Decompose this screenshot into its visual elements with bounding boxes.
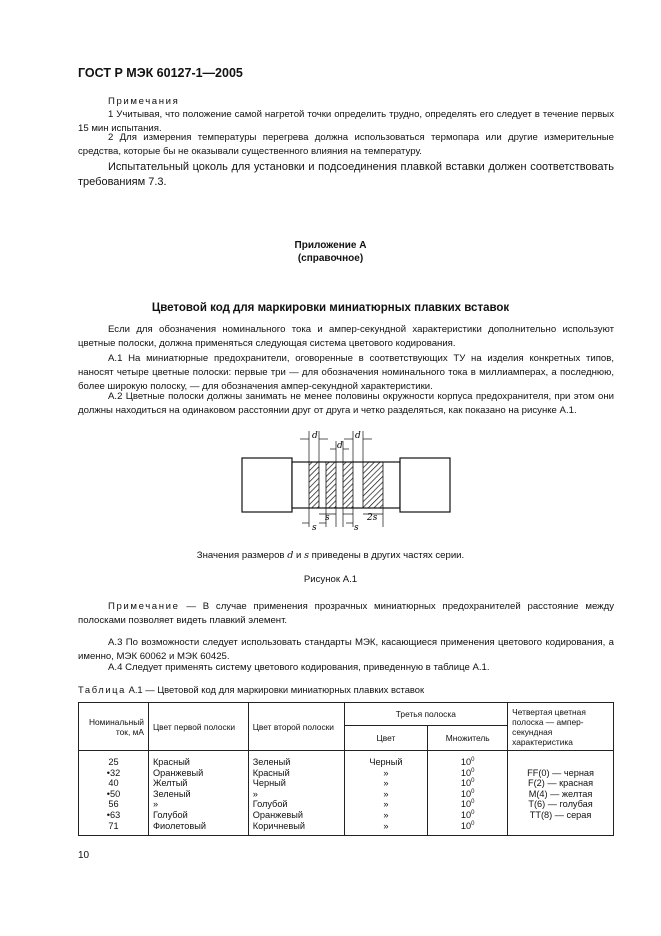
paragraph-test-base: Испытательный цоколь для установки и подсоединения плавкой вставки должен соответствовать требованиям 7.3.	[78, 161, 614, 188]
dim-label-2s: 2s	[367, 513, 378, 523]
figure-note: Примечание — В случае применения прозрачных миниатюрных предохранителей расстояние между полосками позволяет видеть плавкий элемент.	[78, 601, 614, 626]
dim-label-d2: d	[337, 441, 343, 451]
note-2: 2 Для измерения температуры перегрева должна использоваться термопара или другие измерительные средства, которые бы не оказывали существенного влияния на температуру.	[78, 132, 614, 157]
band-1	[309, 462, 319, 508]
clause-a4: А.4 Следует применять систему цветового кодирования, приведенную в таблице А.1.	[108, 662, 490, 673]
cell-first-color: Желтый	[148, 778, 248, 789]
table-row	[79, 799, 614, 810]
figure-title: Рисунок А.1	[303, 574, 358, 585]
cell-fourth-band	[508, 821, 614, 836]
cell-second-color: »	[248, 789, 344, 800]
section-title: Цветовой код для маркировки миниатюрных плавких вставок	[151, 302, 510, 314]
table-row	[79, 821, 614, 836]
header-third-band: Третья полоска	[344, 703, 508, 726]
intro-paragraph: Если для обозначения номинального тока и ампер-секундной характеристики дополнительно используют цветные полоски, должна применяться следующая система цветового кодирования.	[78, 324, 614, 349]
cell-second-color: Голубой	[248, 799, 344, 810]
cell-fourth-band: F(2) — красная	[508, 778, 614, 789]
cell-current: •32	[79, 768, 149, 779]
cell-third-color: »	[344, 778, 428, 789]
band-2	[326, 462, 336, 508]
page-number: 10	[78, 850, 90, 861]
figure-caption: Значения размеров d и s приведены в других частях серии.	[196, 550, 465, 561]
appendix-subtitle: (справочное)	[297, 253, 364, 264]
header-fourth-band: Четвертая цветная полоска — ампер-секундная характеристика	[508, 703, 614, 751]
cell-fourth-band: FF(0) — черная	[508, 768, 614, 779]
dim-label-d3: d	[355, 431, 361, 441]
cell-current: 71	[79, 821, 149, 836]
cell-third-color: »	[344, 821, 428, 836]
cell-first-color: Зеленый	[148, 789, 248, 800]
cell-multiplier: $10^0$	[428, 821, 508, 836]
header-first-band: Цвет первой полоски	[148, 703, 248, 751]
cell-fourth-band: M(4) — желтая	[508, 789, 614, 800]
cell-first-color: Оранжевый	[148, 768, 248, 779]
table-row	[79, 751, 614, 768]
document-header: ГОСТ Р МЭК 60127-1—2005	[78, 66, 243, 80]
cell-third-color: Черный	[344, 751, 428, 768]
cell-fourth-band: T(6) — голубая	[508, 799, 614, 810]
cell-multiplier: $10^0$	[428, 751, 508, 768]
table-caption: Таблица А.1 — Цветовой код для маркировки миниатюрных плавких вставок	[78, 684, 425, 695]
header-third-color: Цвет	[344, 726, 428, 751]
clause-a1: А.1 На миниатюрные предохранители, оговоренные в соответствующих ТУ на изделия конкретных типов, наносят четыре цветные полоски: первые три — для обозначения номинального тока в миллиамперах, а последнюю, более широкую полоску, — для обозначения ампер-секундной характеристики.	[78, 353, 614, 392]
dim-label-s2: s	[312, 523, 317, 533]
cell-current: 56	[79, 799, 149, 810]
color-code-table	[78, 702, 614, 836]
cell-fourth-band	[508, 751, 614, 768]
cell-multiplier: $10^0$	[428, 768, 508, 779]
table-row	[79, 768, 614, 779]
dim-label-d1: d	[312, 431, 318, 441]
header-second-band: Цвет второй полоски	[248, 703, 344, 751]
table-row	[79, 810, 614, 821]
cell-multiplier: $10^0$	[428, 778, 508, 789]
appendix-title: Приложение А	[294, 240, 367, 251]
cell-fourth-band: TT(8) — серая	[508, 810, 614, 821]
dim-label-s3: s	[354, 523, 359, 533]
cell-current: 40	[79, 778, 149, 789]
cell-second-color: Коричневый	[248, 821, 344, 836]
clause-a3: А.3 По возможности следует использовать стандарты МЭК, касающиеся применения цветового кодирования, а именно, МЭК 60062 и МЭК 60425.	[78, 637, 614, 662]
cell-first-color: Красный	[148, 751, 248, 768]
dim-label-s1: s	[325, 513, 330, 523]
cell-third-color: »	[344, 768, 428, 779]
cell-first-color: »	[148, 799, 248, 810]
cell-third-color: »	[344, 789, 428, 800]
cell-second-color: Оранжевый	[248, 810, 344, 821]
cell-second-color: Зеленый	[248, 751, 344, 768]
band-3	[343, 462, 353, 508]
cell-current: •50	[79, 789, 149, 800]
cell-multiplier: $10^0$	[428, 799, 508, 810]
cell-multiplier: $10^0$	[428, 789, 508, 800]
table-row	[79, 778, 614, 789]
cell-current: •63	[79, 810, 149, 821]
table-row	[79, 789, 614, 800]
header-current: Номинальный ток, мА	[79, 703, 149, 751]
cell-first-color: Фиолетовый	[148, 821, 248, 836]
header-third-multiplier: Множитель	[428, 726, 508, 751]
cell-first-color: Голубой	[148, 810, 248, 821]
cell-current: 25	[79, 751, 149, 768]
cell-third-color: »	[344, 799, 428, 810]
cell-second-color: Черный	[248, 778, 344, 789]
fuse-figure	[230, 425, 460, 535]
cell-second-color: Красный	[248, 768, 344, 779]
cell-multiplier: $10^0$	[428, 810, 508, 821]
notes-heading: Примечания	[108, 96, 180, 107]
note-1: 1 Учитывая, что положение самой нагретой точки определить трудно, определять его следует в течение первых 15 мин испытания.	[78, 109, 614, 134]
clause-a2: А.2 Цветные полоски должны занимать не менее половины окружности корпуса предохранителя, при этом они должны находиться на одинаковом расстоянии друг от друга и четко разделяться, как показано на рисунке А.1.	[78, 391, 614, 416]
cell-third-color: »	[344, 810, 428, 821]
band-4-wide	[363, 462, 383, 508]
